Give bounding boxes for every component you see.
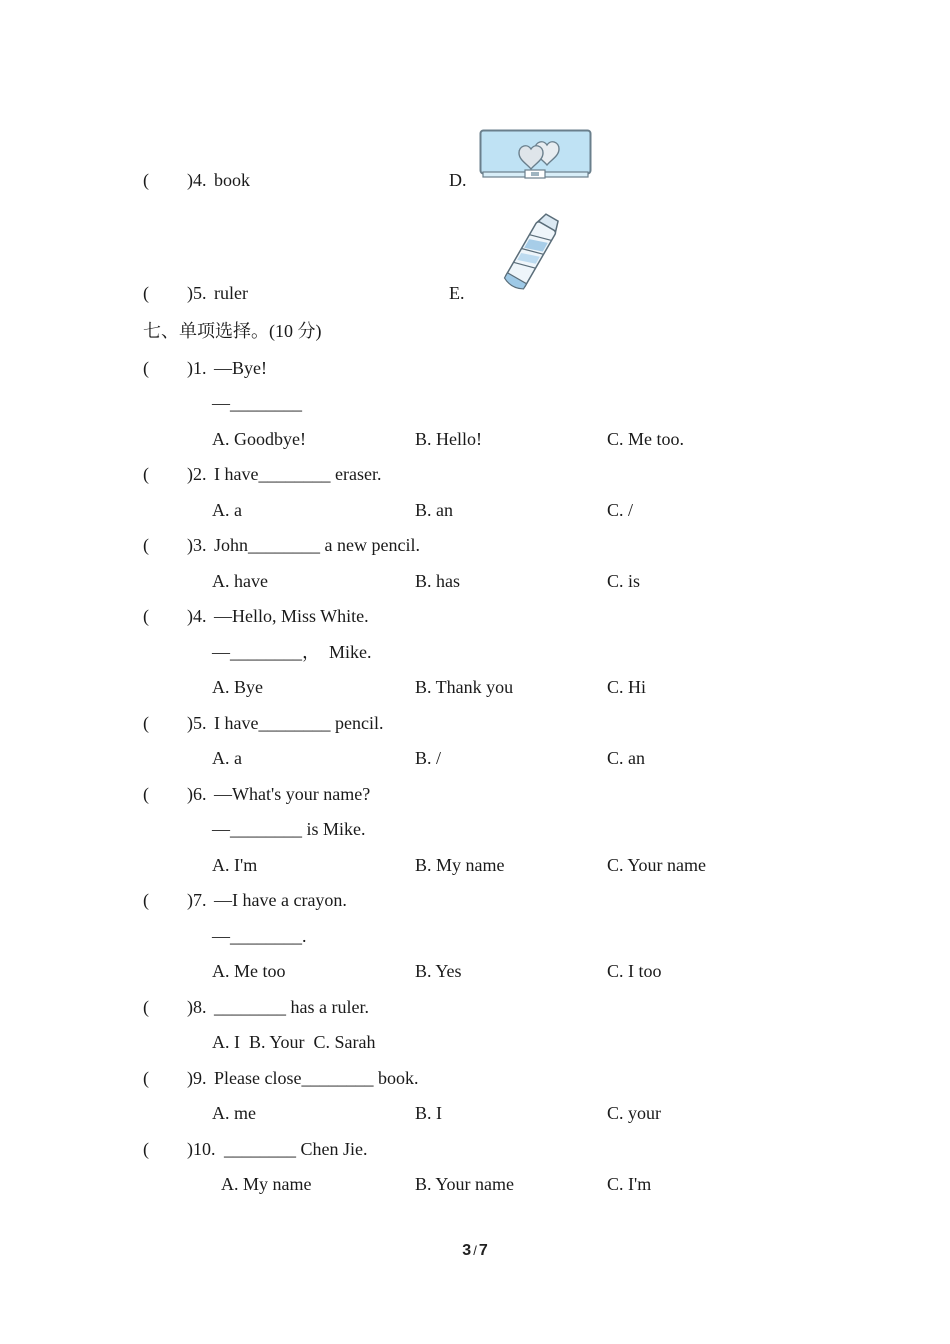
question-answer-line: —________	[212, 393, 302, 413]
match-word: ruler	[214, 283, 248, 303]
paren-open: (	[143, 713, 149, 733]
paren-open: (	[143, 1068, 149, 1088]
question-number: )5.	[187, 713, 207, 733]
paren-open: (	[143, 997, 149, 1017]
question-number: )9.	[187, 1068, 207, 1088]
option-b: B. an	[415, 500, 453, 520]
question-stem: —Bye!	[214, 358, 267, 378]
option-a: A. a	[212, 500, 242, 520]
option-c: C. /	[607, 500, 634, 520]
paren-open: (	[143, 890, 149, 910]
total-pages: 7	[478, 1242, 488, 1259]
question-number: )6.	[187, 784, 207, 804]
option-a: A. a	[212, 748, 242, 768]
option-b: B. My name	[415, 855, 505, 875]
match-word: book	[214, 170, 250, 190]
option-b: B. Yes	[415, 961, 462, 981]
option-b: B. /	[415, 748, 442, 768]
option-a: A. me	[212, 1103, 256, 1123]
option-c: C. an	[607, 748, 645, 768]
option-c: C. is	[607, 571, 641, 591]
option-a: A. I'm	[212, 855, 258, 875]
option-a: A. Goodbye!	[212, 429, 306, 449]
paren-open: (	[143, 464, 149, 484]
pencil-box-icon	[479, 129, 593, 181]
page-separator: /	[473, 1243, 477, 1258]
paren-open: (	[143, 535, 149, 555]
crayon-icon	[496, 208, 566, 300]
question-answer-line: —________ is Mike.	[212, 819, 366, 839]
inline-options: A. I B. Your C. Sarah	[212, 1032, 376, 1052]
section-title: 七、单项选择。(10 分)	[143, 321, 322, 341]
question-stem: I have________ pencil.	[214, 713, 384, 733]
option-b: B. I	[415, 1103, 442, 1123]
question-answer-line: —________.	[212, 926, 307, 946]
paren-open: (	[143, 784, 149, 804]
question-number: )1.	[187, 358, 207, 378]
option-c: C. your	[607, 1103, 661, 1123]
question-number: )4.	[187, 606, 207, 626]
question-stem: —I have a crayon.	[214, 890, 347, 910]
option-a: A. have	[212, 571, 268, 591]
question-answer-line: —________， Mike.	[212, 642, 372, 662]
question-stem: ________ Chen Jie.	[224, 1139, 368, 1159]
option-c: C. I'm	[607, 1174, 652, 1194]
question-number: )10.	[187, 1139, 216, 1159]
option-b: B. Thank you	[415, 677, 514, 697]
option-b: B. Hello!	[415, 429, 482, 449]
question-number: )2.	[187, 464, 207, 484]
option-b: B. has	[415, 571, 460, 591]
question-stem: Please close________ book.	[214, 1068, 419, 1088]
question-stem: —Hello, Miss White.	[214, 606, 369, 626]
option-a: A. Bye	[212, 677, 263, 697]
paren-open: (	[143, 1139, 149, 1159]
match-option-letter: D.	[449, 170, 467, 190]
paren-open: (	[143, 358, 149, 378]
question-number: )3.	[187, 535, 207, 555]
option-b: B. Your name	[415, 1174, 515, 1194]
question-stem: John________ a new pencil.	[214, 535, 420, 555]
option-c: C. Your name	[607, 855, 707, 875]
question-stem: I have________ eraser.	[214, 464, 382, 484]
page-number	[0, 1242, 950, 1260]
question-number: )7.	[187, 890, 207, 910]
option-c: C. I too	[607, 961, 662, 981]
option-a: A. Me too	[212, 961, 286, 981]
option-c: C. Me too.	[607, 429, 685, 449]
current-page: 3	[462, 1242, 472, 1259]
match-option-letter: E.	[449, 283, 465, 303]
question-number: )8.	[187, 997, 207, 1017]
question-stem: —What's your name?	[214, 784, 371, 804]
paren-open: (	[143, 170, 149, 190]
match-number: )5.	[187, 283, 207, 303]
paren-open: (	[143, 283, 149, 303]
match-number: )4.	[187, 170, 207, 190]
option-c: C. Hi	[607, 677, 647, 697]
question-stem: ________ has a ruler.	[214, 997, 369, 1017]
paren-open: (	[143, 606, 149, 626]
option-a: A. My name	[221, 1174, 312, 1194]
